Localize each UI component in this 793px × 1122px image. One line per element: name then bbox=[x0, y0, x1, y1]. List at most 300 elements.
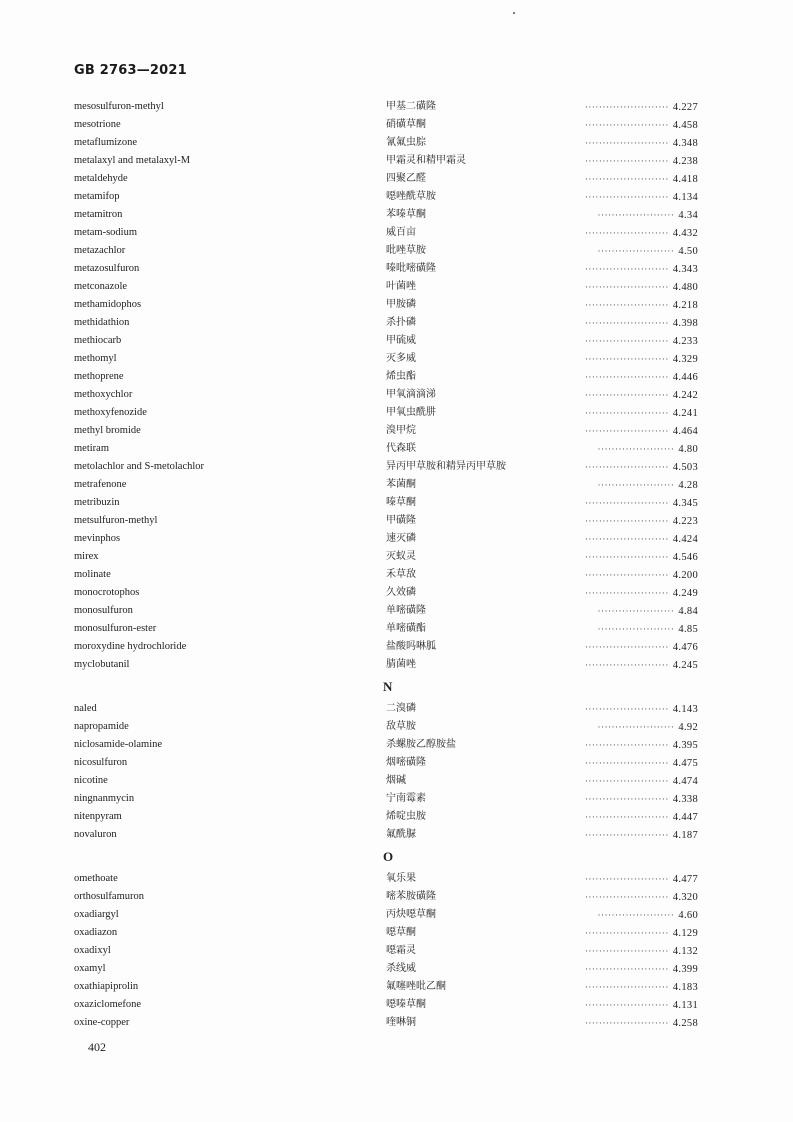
entry-reference bbox=[585, 98, 698, 117]
chinese-name: 噁草酮 bbox=[386, 927, 416, 938]
index-entry bbox=[0, 188, 793, 206]
index-entry bbox=[0, 996, 793, 1014]
clause-number: 4.245 bbox=[672, 660, 698, 671]
entry-reference bbox=[585, 638, 698, 657]
chinese-name: 久效磷 bbox=[386, 587, 416, 598]
clause-number: 4.320 bbox=[672, 892, 698, 903]
clause-number: 4.345 bbox=[672, 498, 698, 509]
index-entry bbox=[0, 350, 793, 368]
index-entry bbox=[0, 656, 793, 674]
entry-reference bbox=[585, 960, 698, 979]
chinese-name: 灭蚁灵 bbox=[386, 551, 416, 562]
dot-leader: ························ bbox=[584, 120, 669, 130]
entry-reference bbox=[585, 116, 698, 135]
english-name: moroxydine hydrochloride bbox=[74, 641, 187, 652]
index-entry bbox=[0, 584, 793, 602]
index-entry bbox=[0, 602, 793, 620]
dot-leader: ······················ bbox=[597, 606, 675, 616]
english-name: metconazole bbox=[74, 281, 128, 292]
index-entry bbox=[0, 620, 793, 638]
chinese-name: 盐酸吗啉胍 bbox=[386, 641, 436, 652]
scan-speck bbox=[513, 12, 515, 14]
index-entry bbox=[0, 260, 793, 278]
index-entry bbox=[0, 718, 793, 736]
index-entry bbox=[0, 458, 793, 476]
entry-reference bbox=[585, 978, 698, 997]
english-name: oxine-copper bbox=[74, 1017, 130, 1028]
english-name: oxamyl bbox=[74, 963, 106, 974]
english-name: nicotine bbox=[74, 775, 108, 786]
english-name: methamidophos bbox=[74, 299, 142, 310]
english-name: novaluron bbox=[74, 829, 117, 840]
entry-reference bbox=[585, 736, 698, 755]
section-letter: N bbox=[383, 679, 393, 694]
entry-reference bbox=[585, 996, 698, 1015]
chinese-name: 烯啶虫胺 bbox=[386, 811, 426, 822]
clause-number: 4.131 bbox=[672, 1000, 698, 1011]
dot-leader: ························ bbox=[584, 570, 669, 580]
clause-number: 4.447 bbox=[672, 812, 698, 823]
entry-reference bbox=[585, 350, 698, 369]
chinese-name: 吡唑草胺 bbox=[386, 245, 426, 256]
index-entry bbox=[0, 942, 793, 960]
entry-reference bbox=[585, 924, 698, 943]
chinese-name: 溴甲烷 bbox=[386, 425, 416, 436]
english-name: metazachlor bbox=[74, 245, 126, 256]
english-name: metam-sodium bbox=[74, 227, 137, 238]
entry-reference bbox=[585, 386, 698, 405]
english-name: metrafenone bbox=[74, 479, 127, 490]
index-entry bbox=[0, 736, 793, 754]
chinese-name: 嘧苯胺磺隆 bbox=[386, 891, 436, 902]
index-entry bbox=[0, 494, 793, 512]
chinese-name: 丙炔噁草酮 bbox=[386, 909, 436, 920]
index-entry bbox=[0, 548, 793, 566]
english-name: oxadiazon bbox=[74, 927, 118, 938]
english-name: methoprene bbox=[74, 371, 124, 382]
english-name: naled bbox=[74, 703, 97, 714]
clause-number: 4.458 bbox=[672, 120, 698, 131]
chinese-name: 单嘧磺酯 bbox=[386, 623, 426, 634]
entry-reference bbox=[585, 152, 698, 171]
dot-leader: ························ bbox=[584, 498, 669, 508]
dot-leader: ························ bbox=[584, 758, 669, 768]
english-name: monosulfuron-ester bbox=[74, 623, 157, 634]
index-entry bbox=[0, 170, 793, 188]
english-name: oxadiargyl bbox=[74, 909, 119, 920]
chinese-name: 甲硫威 bbox=[386, 335, 416, 346]
index-entry bbox=[0, 278, 793, 296]
index-entry bbox=[0, 790, 793, 808]
entry-reference bbox=[597, 602, 698, 621]
dot-leader: ························ bbox=[584, 336, 669, 346]
dot-leader: ························ bbox=[584, 660, 669, 670]
dot-leader: ························ bbox=[584, 102, 669, 112]
index-entry bbox=[0, 870, 793, 888]
chinese-name: 氟噻唑吡乙酮 bbox=[386, 981, 446, 992]
chinese-name: 烟嘧磺隆 bbox=[386, 757, 426, 768]
english-name: monocrotophos bbox=[74, 587, 140, 598]
dot-leader: ························ bbox=[584, 138, 669, 148]
clause-number: 4.187 bbox=[672, 830, 698, 841]
entry-reference bbox=[585, 458, 698, 477]
english-name: metsulfuron-methyl bbox=[74, 515, 158, 526]
index-entry bbox=[0, 332, 793, 350]
chinese-name: 甲氧虫酰肼 bbox=[386, 407, 436, 418]
english-name: monosulfuron bbox=[74, 605, 133, 616]
entry-reference bbox=[597, 440, 698, 459]
standard-number: 2763—2021 bbox=[99, 63, 187, 78]
clause-number: 4.398 bbox=[672, 318, 698, 329]
entry-reference bbox=[585, 512, 698, 531]
entry-reference bbox=[585, 656, 698, 675]
entry-reference bbox=[585, 870, 698, 889]
entry-reference bbox=[585, 888, 698, 907]
dot-leader: ························ bbox=[584, 1018, 669, 1028]
section-letter: O bbox=[383, 849, 394, 864]
clause-number: 4.60 bbox=[678, 910, 698, 921]
english-name: methyl bromide bbox=[74, 425, 141, 436]
dot-leader: ························ bbox=[584, 462, 669, 472]
english-name: methoxyfenozide bbox=[74, 407, 147, 418]
index-entry bbox=[0, 404, 793, 422]
entry-reference bbox=[585, 170, 698, 189]
dot-leader: ························ bbox=[584, 740, 669, 750]
index-entry bbox=[0, 772, 793, 790]
dot-leader: ························ bbox=[584, 642, 669, 652]
entry-reference bbox=[585, 1014, 698, 1033]
clause-number: 4.84 bbox=[678, 606, 698, 617]
chinese-name: 甲霜灵和精甲霜灵 bbox=[386, 155, 466, 166]
dot-leader: ························ bbox=[584, 982, 669, 992]
chinese-name: 单嘧磺隆 bbox=[386, 605, 426, 616]
chinese-name: 速灭磷 bbox=[386, 533, 416, 544]
entry-reference bbox=[585, 332, 698, 351]
index-entry bbox=[0, 476, 793, 494]
entry-reference bbox=[585, 260, 698, 279]
entry-reference bbox=[585, 566, 698, 585]
entry-reference bbox=[585, 134, 698, 153]
clause-number: 4.424 bbox=[672, 534, 698, 545]
clause-number: 4.227 bbox=[672, 102, 698, 113]
chinese-name: 烯虫酯 bbox=[386, 371, 416, 382]
dot-leader: ························ bbox=[584, 174, 669, 184]
chinese-name: 氟酰脲 bbox=[386, 829, 416, 840]
index-entry bbox=[0, 368, 793, 386]
page-number: 402 bbox=[88, 1040, 106, 1054]
chinese-name: 噁霜灵 bbox=[386, 945, 416, 956]
dot-leader: ······················ bbox=[597, 210, 675, 220]
english-name: mevinphos bbox=[74, 533, 121, 544]
english-name: oxaziclomefone bbox=[74, 999, 142, 1010]
english-name: metaldehyde bbox=[74, 173, 128, 184]
chinese-name: 宁南霉素 bbox=[386, 793, 426, 804]
english-name: nitenpyram bbox=[74, 811, 122, 822]
dot-leader: ························ bbox=[584, 794, 669, 804]
entry-reference bbox=[585, 314, 698, 333]
index-entry bbox=[0, 530, 793, 548]
clause-number: 4.129 bbox=[672, 928, 698, 939]
english-name: methomyl bbox=[74, 353, 117, 364]
index-entry bbox=[0, 978, 793, 996]
chinese-name: 甲氧滴滴涕 bbox=[386, 389, 436, 400]
clause-number: 4.477 bbox=[672, 874, 698, 885]
dot-leader: ························ bbox=[584, 812, 669, 822]
chinese-name: 异丙甲草胺和精异丙甲草胺 bbox=[386, 461, 506, 472]
english-name: myclobutanil bbox=[74, 659, 130, 670]
entry-reference bbox=[585, 224, 698, 243]
entry-reference bbox=[585, 584, 698, 603]
dot-leader: ······················ bbox=[597, 722, 675, 732]
chinese-name: 硝磺草酮 bbox=[386, 119, 426, 130]
english-name: mesosulfuron-methyl bbox=[74, 101, 164, 112]
english-name: mesotrione bbox=[74, 119, 121, 130]
entry-reference bbox=[585, 278, 698, 297]
english-name: methidathion bbox=[74, 317, 130, 328]
clause-number: 4.238 bbox=[672, 156, 698, 167]
chinese-name: 喹啉铜 bbox=[386, 1017, 416, 1028]
index-entry bbox=[0, 386, 793, 404]
dot-leader: ························ bbox=[584, 408, 669, 418]
clause-number: 4.343 bbox=[672, 264, 698, 275]
english-name: metamifop bbox=[74, 191, 120, 202]
clause-number: 4.249 bbox=[672, 588, 698, 599]
chinese-name: 四聚乙醛 bbox=[386, 173, 426, 184]
chinese-name: 二溴磷 bbox=[386, 703, 416, 714]
index-entry bbox=[0, 924, 793, 942]
dot-leader: ························ bbox=[584, 192, 669, 202]
chinese-name: 嗪草酮 bbox=[386, 497, 416, 508]
index-entry bbox=[0, 566, 793, 584]
index-entry bbox=[0, 314, 793, 332]
clause-number: 4.546 bbox=[672, 552, 698, 563]
english-name: mirex bbox=[74, 551, 99, 562]
index-entry bbox=[0, 296, 793, 314]
clause-number: 4.338 bbox=[672, 794, 698, 805]
entry-reference bbox=[585, 548, 698, 567]
dot-leader: ······················ bbox=[597, 624, 675, 634]
dot-leader: ························ bbox=[584, 874, 669, 884]
entry-reference bbox=[597, 906, 698, 925]
chinese-name: 代森联 bbox=[386, 443, 416, 454]
index-entry bbox=[0, 638, 793, 656]
entry-reference bbox=[585, 772, 698, 791]
clause-number: 4.28 bbox=[678, 480, 698, 491]
entry-reference bbox=[585, 368, 698, 387]
clause-number: 4.418 bbox=[672, 174, 698, 185]
english-name: omethoate bbox=[74, 873, 118, 884]
dot-leader: ························ bbox=[584, 516, 669, 526]
clause-number: 4.223 bbox=[672, 516, 698, 527]
chinese-name: 噁唑酰草胺 bbox=[386, 191, 436, 202]
english-name: metazosulfuron bbox=[74, 263, 140, 274]
dot-leader: ························ bbox=[584, 830, 669, 840]
entry-reference bbox=[585, 494, 698, 513]
clause-number: 4.132 bbox=[672, 946, 698, 957]
dot-leader: ························ bbox=[584, 534, 669, 544]
english-name: methiocarb bbox=[74, 335, 122, 346]
chinese-name: 氧乐果 bbox=[386, 873, 416, 884]
chinese-name: 杀线威 bbox=[386, 963, 416, 974]
index-entry bbox=[0, 700, 793, 718]
dot-leader: ························ bbox=[584, 282, 669, 292]
chinese-name: 禾草敌 bbox=[386, 569, 416, 580]
clause-number: 4.399 bbox=[672, 964, 698, 975]
dot-leader: ························ bbox=[584, 946, 669, 956]
english-name: metaflumizone bbox=[74, 137, 137, 148]
chinese-name: 杀螺胺乙醇胺盐 bbox=[386, 739, 456, 750]
index-entry bbox=[0, 888, 793, 906]
index-entry bbox=[0, 116, 793, 134]
dot-leader: ······················ bbox=[597, 910, 675, 920]
clause-number: 4.475 bbox=[672, 758, 698, 769]
chinese-name: 甲磺隆 bbox=[386, 515, 416, 526]
index-entry bbox=[0, 422, 793, 440]
dot-leader: ························ bbox=[584, 228, 669, 238]
english-name: metribuzin bbox=[74, 497, 120, 508]
dot-leader: ························ bbox=[584, 588, 669, 598]
chinese-name: 苯菌酮 bbox=[386, 479, 416, 490]
clause-number: 4.218 bbox=[672, 300, 698, 311]
entry-reference bbox=[597, 206, 698, 225]
index-entry bbox=[0, 242, 793, 260]
chinese-name: 烟碱 bbox=[386, 775, 406, 786]
entry-reference bbox=[585, 296, 698, 315]
index-entry bbox=[0, 224, 793, 242]
clause-number: 4.80 bbox=[678, 444, 698, 455]
standard-prefix: GB bbox=[74, 63, 95, 78]
dot-leader: ························ bbox=[584, 300, 669, 310]
dot-leader: ························ bbox=[584, 426, 669, 436]
dot-leader: ······················ bbox=[597, 246, 675, 256]
english-name: orthosulfamuron bbox=[74, 891, 144, 902]
entry-reference bbox=[585, 826, 698, 845]
chinese-name: 氰氟虫腙 bbox=[386, 137, 426, 148]
dot-leader: ······················ bbox=[597, 444, 675, 454]
clause-number: 4.464 bbox=[672, 426, 698, 437]
english-name: oxathiapiprolin bbox=[74, 981, 139, 992]
dot-leader: ························ bbox=[584, 354, 669, 364]
dot-leader: ························ bbox=[584, 318, 669, 328]
chinese-name: 灭多威 bbox=[386, 353, 416, 364]
entry-reference bbox=[585, 422, 698, 441]
clause-number: 4.34 bbox=[678, 210, 698, 221]
entry-reference bbox=[597, 242, 698, 261]
english-name: metalaxyl and metalaxyl-M bbox=[74, 155, 191, 166]
english-name: oxadixyl bbox=[74, 945, 111, 956]
index-entry bbox=[0, 1014, 793, 1032]
index-entry bbox=[0, 98, 793, 116]
document-header bbox=[74, 63, 187, 78]
clause-number: 4.85 bbox=[678, 624, 698, 635]
clause-number: 4.50 bbox=[678, 246, 698, 257]
english-name: methoxychlor bbox=[74, 389, 133, 400]
chinese-name: 甲胺磷 bbox=[386, 299, 416, 310]
entry-reference bbox=[585, 942, 698, 961]
clause-number: 4.92 bbox=[678, 722, 698, 733]
dot-leader: ························ bbox=[584, 552, 669, 562]
entry-reference bbox=[585, 754, 698, 773]
clause-number: 4.143 bbox=[672, 704, 698, 715]
entry-reference bbox=[585, 808, 698, 827]
clause-number: 4.476 bbox=[672, 642, 698, 653]
index-entry bbox=[0, 808, 793, 826]
entry-reference bbox=[585, 700, 698, 719]
dot-leader: ························ bbox=[584, 776, 669, 786]
dot-leader: ························ bbox=[584, 1000, 669, 1010]
english-name: nicosulfuron bbox=[74, 757, 128, 768]
clause-number: 4.474 bbox=[672, 776, 698, 787]
english-name: metolachlor and S-metolachlor bbox=[74, 461, 205, 472]
clause-number: 4.432 bbox=[672, 228, 698, 239]
index-entry bbox=[0, 906, 793, 924]
chinese-name: 叶菌唑 bbox=[386, 281, 416, 292]
english-name: molinate bbox=[74, 569, 111, 580]
index-entry bbox=[0, 206, 793, 224]
english-name: niclosamide-olamine bbox=[74, 739, 163, 750]
index-entry bbox=[0, 754, 793, 772]
entry-reference bbox=[585, 404, 698, 423]
clause-number: 4.480 bbox=[672, 282, 698, 293]
chinese-name: 嗪吡嘧磺隆 bbox=[386, 263, 436, 274]
dot-leader: ························ bbox=[584, 928, 669, 938]
chinese-name: 甲基二磺隆 bbox=[386, 101, 436, 112]
entry-reference bbox=[597, 620, 698, 639]
clause-number: 4.446 bbox=[672, 372, 698, 383]
chinese-name: 威百亩 bbox=[386, 227, 416, 238]
dot-leader: ························ bbox=[584, 390, 669, 400]
index-entry bbox=[0, 152, 793, 170]
entry-reference bbox=[597, 476, 698, 495]
clause-number: 4.134 bbox=[672, 192, 698, 203]
dot-leader: ························ bbox=[584, 704, 669, 714]
clause-number: 4.242 bbox=[672, 390, 698, 401]
clause-number: 4.258 bbox=[672, 1018, 698, 1029]
entry-reference bbox=[597, 718, 698, 737]
index-entry bbox=[0, 512, 793, 530]
chinese-name: 敌草胺 bbox=[386, 721, 416, 732]
clause-number: 4.183 bbox=[672, 982, 698, 993]
chinese-name: 苯嗪草酮 bbox=[386, 209, 426, 220]
chinese-name: 杀扑磷 bbox=[386, 317, 416, 328]
entry-reference bbox=[585, 530, 698, 549]
index-entry bbox=[0, 960, 793, 978]
chinese-name: 噁嗪草酮 bbox=[386, 999, 426, 1010]
chinese-name: 腈菌唑 bbox=[386, 659, 416, 670]
dot-leader: ························ bbox=[584, 892, 669, 902]
dot-leader: ························ bbox=[584, 156, 669, 166]
index-entry bbox=[0, 826, 793, 844]
english-name: napropamide bbox=[74, 721, 129, 732]
clause-number: 4.329 bbox=[672, 354, 698, 365]
english-name: metiram bbox=[74, 443, 109, 454]
index-entry bbox=[0, 440, 793, 458]
english-name: ningnanmycin bbox=[74, 793, 135, 804]
clause-number: 4.200 bbox=[672, 570, 698, 581]
index-entry bbox=[0, 134, 793, 152]
clause-number: 4.241 bbox=[672, 408, 698, 419]
entry-reference bbox=[585, 188, 698, 207]
english-name: metamitron bbox=[74, 209, 123, 220]
clause-number: 4.348 bbox=[672, 138, 698, 149]
dot-leader: ························ bbox=[584, 372, 669, 382]
dot-leader: ························ bbox=[584, 964, 669, 974]
entry-reference bbox=[585, 790, 698, 809]
clause-number: 4.503 bbox=[672, 462, 698, 473]
clause-number: 4.233 bbox=[672, 336, 698, 347]
dot-leader: ························ bbox=[584, 264, 669, 274]
clause-number: 4.395 bbox=[672, 740, 698, 751]
